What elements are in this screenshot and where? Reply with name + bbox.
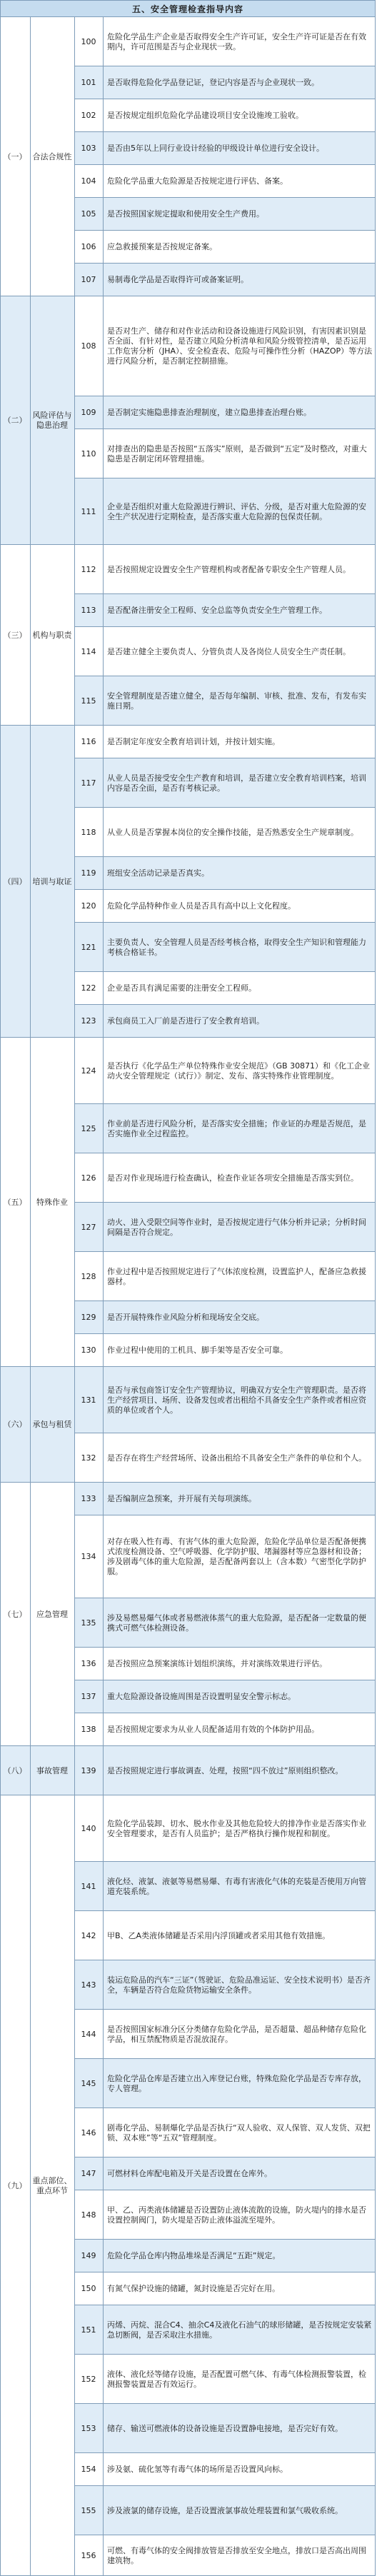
item-number: 148 xyxy=(74,2190,103,2240)
item-text: 可燃、有毒气体的安全阀排放管是否排放至安全地点，排放口是否高出周围建筑物。 xyxy=(103,2535,376,2576)
item-number: 104 xyxy=(74,165,103,198)
item-number: 101 xyxy=(74,66,103,99)
item-text: 涉及氨、硫化氢等有毒气体的场所是否设置风向标。 xyxy=(103,2453,376,2486)
item-number: 123 xyxy=(74,1005,103,1038)
item-number: 142 xyxy=(74,1911,103,1960)
item-number: 147 xyxy=(74,2157,103,2190)
category-label: 特殊作业 xyxy=(30,1038,74,1367)
item-number: 108 xyxy=(74,296,103,396)
group-label: （二） xyxy=(0,296,30,545)
item-text: 作业过程中是否按照规定进行了气体浓度检测，设置监护人，配备应急救援器材。 xyxy=(103,1252,376,1301)
item-text: 储存、输送可燃液体的设备设施是否设置静电接地，是否完好有效。 xyxy=(103,2404,376,2453)
category-label: 风险评估与隐患治理 xyxy=(30,296,74,545)
item-number: 143 xyxy=(74,1960,103,2010)
item-text: 可燃材料仓库配电箱及开关是否设置在仓库外。 xyxy=(103,2157,376,2190)
inspection-table xyxy=(0,17,377,2576)
item-number: 137 xyxy=(74,1680,103,1713)
item-text: 作业过程中使用的工机具、脚手架等是否安全可靠。 xyxy=(103,1334,376,1367)
item-text: 是否制定实施隐患排查治理制度，建立隐患排查治理台账。 xyxy=(103,396,376,429)
item-text: 是否对生产、储存和对作业活动和设备设施进行风险识别，有害因素识别是否全面、有针对性，是否建立风险分析清单和风险分级管控清单，是否运用工作危害分析（JHA）、安全检查表、危险与可操作性分析（HAZOP）等方法进行风险分析，是否制定控制措施。 xyxy=(103,296,376,396)
item-number: 106 xyxy=(74,231,103,264)
category-label: 培训与取证 xyxy=(30,726,74,1038)
item-text: 危险化学品重大危险源是否按规定进行评估、备案。 xyxy=(103,165,376,198)
item-text: 对存在吸入性有毒、有害气体的重大危险源，危险化学品单位是否配备便携式浓度检测设备、空气呼吸器、化学防护服、堵漏器材等应急器材和设备；涉及剧毒气体的重大危险源，是否配备两套以上（含本数）气密型化学防护服。 xyxy=(103,1515,376,1598)
item-text: 危险化学品装卸、切水、脱水作业及其他危险较大的排净作业是否落实作业安全管理要求，是否有人员监护；是否严格执行操作规程和制度。 xyxy=(103,1795,376,1862)
item-text: 是否按照规定进行事故调查、处理，按照“四不放过”原则组织整改。 xyxy=(103,1746,376,1795)
item-number: 100 xyxy=(74,17,103,66)
category-label: 承包与租赁 xyxy=(30,1367,74,1483)
item-text: 丙烯、丙烷、混合C4、抽余C4及液化石油气的球形储罐，是否按规定安装紧急切断阀，是否采取注水措施。 xyxy=(103,2305,376,2355)
group-label: （四） xyxy=(0,726,30,1038)
item-text: 作业前是否进行风险分析，是否落实安全措施；作业证的办理是否规范，是否实施作业全过程监控。 xyxy=(103,1104,376,1153)
item-number: 121 xyxy=(74,923,103,972)
item-text: 是否执行《化学品生产单位特殊作业安全规范》（GB 30871）和《化工企业动火安全管理规定（试行）》制定、发布、落实特殊作业管理制度。 xyxy=(103,1038,376,1104)
item-text: 企业是否组织对重大危险源进行辨识、评估、分级，是否对重大危险源的安全生产状况进行定期检查，是否落实重大危险源的包保责任制。 xyxy=(103,478,376,545)
item-number: 134 xyxy=(74,1515,103,1598)
item-number: 107 xyxy=(74,264,103,296)
item-text: 危险化学品生产企业是否取得安全生产许可证，安全生产许可证是否在有效期内，许可范围是否与企业现状一致。 xyxy=(103,17,376,66)
group-label: （八） xyxy=(0,1746,30,1795)
item-text: 安全管理制度是否建立健全，是否每年编制、审核、批准、发布，有发布实施日期。 xyxy=(103,676,376,726)
item-text: 是否建立健全主要负责人、分管负责人及各岗位人员安全生产责任制。 xyxy=(103,627,376,676)
grid-line xyxy=(0,17,1,2576)
item-text: 有氮气保护设施的储罐，氮封设施是否完好在用。 xyxy=(103,2272,376,2305)
category-label: 事故管理 xyxy=(30,1746,74,1795)
item-text: 是否配备注册安全工程师、安全总监等负责安全生产管理工作。 xyxy=(103,594,376,627)
item-text: 班组安全活动记录是否真实。 xyxy=(103,857,376,890)
item-text: 从业人员是否接受安全生产教育和培训，是否建立安全教育培训档案，培训内容是否全面，是否有考核记录。 xyxy=(103,758,376,808)
item-text: 企业是否具有满足需要的注册安全工程师。 xyxy=(103,972,376,1005)
item-number: 113 xyxy=(74,594,103,627)
item-number: 102 xyxy=(74,99,103,132)
item-number: 125 xyxy=(74,1104,103,1153)
item-number: 118 xyxy=(74,808,103,857)
item-number: 139 xyxy=(74,1746,103,1795)
category-label: 机构与职责 xyxy=(30,545,74,726)
item-number: 155 xyxy=(74,2486,103,2535)
item-text: 甲、乙、丙类液体储罐是否设置防止液体流散的设施，防火堤内的排水是否设置控制阀门，防火堤是否防止液体溢流至堤外。 xyxy=(103,2190,376,2240)
item-number: 122 xyxy=(74,972,103,1005)
item-number: 151 xyxy=(74,2305,103,2355)
item-text: 装运危险品的汽车“三证”（驾驶证、危险品准运证、安全技术说明书）是否齐全，车辆是否符合危险货物运输安全条件。 xyxy=(103,1960,376,2010)
item-number: 156 xyxy=(74,2535,103,2576)
item-text: 是否按规定组织危险化学品建设项目安全设施竣工验收。 xyxy=(103,99,376,132)
item-text: 是否按照国家规定提取和使用安全生产费用。 xyxy=(103,198,376,231)
item-number: 130 xyxy=(74,1334,103,1367)
item-text: 重大危险源设备设施周围是否设置明显安全警示标志。 xyxy=(103,1680,376,1713)
group-label: （六） xyxy=(0,1367,30,1483)
item-number: 124 xyxy=(74,1038,103,1104)
group-label: （九） xyxy=(0,1795,30,2576)
grid-line xyxy=(30,17,31,2576)
item-number: 112 xyxy=(74,545,103,594)
item-number: 109 xyxy=(74,396,103,429)
item-text: 是否按照应急预案演练计划组织演练，并对演练效果进行评估。 xyxy=(103,1648,376,1680)
item-text: 是否编制应急预案，并开展有关每项演练。 xyxy=(103,1483,376,1515)
section-title: 五、安全管理检查指导内容 xyxy=(0,0,376,17)
item-text: 易制毒化学品是否取得许可或备案证明。 xyxy=(103,264,376,296)
item-text: 应急救援预案是否按规定备案。 xyxy=(103,231,376,264)
item-number: 135 xyxy=(74,1598,103,1648)
item-text: 是否由5年以上同行业设计经验的甲级设计单位进行安全设计。 xyxy=(103,132,376,165)
group-label: （一） xyxy=(0,17,30,296)
item-number: 114 xyxy=(74,627,103,676)
item-text: 剧毒化学品、易制爆化学品是否执行“双人验收、双人保管、双人发货、双把锁、双本账”等“五双”管理制度。 xyxy=(103,2108,376,2157)
group-label: （七） xyxy=(0,1483,30,1746)
item-text: 液体、液化烃等储存设施，是否配置可燃气体、有毒气体检测报警装置，检测报警装置是否有效运行。 xyxy=(103,2355,376,2404)
item-number: 105 xyxy=(74,198,103,231)
item-text: 从业人员是否掌握本岗位的安全操作技能，是否熟悉安全生产规章制度。 xyxy=(103,808,376,857)
group-label: （五） xyxy=(0,1038,30,1367)
item-number: 132 xyxy=(74,1433,103,1483)
item-number: 136 xyxy=(74,1648,103,1680)
item-text: 动火、进入受限空间等作业时，是否按规定进行气体分析并记录；分析时间间隔是否符合规定。 xyxy=(103,1203,376,1252)
item-text: 是否取得危险化学品登记证，登记内容是否与企业现状一致。 xyxy=(103,66,376,99)
item-number: 138 xyxy=(74,1713,103,1746)
item-number: 127 xyxy=(74,1203,103,1252)
item-text: 甲B、乙A类液体储罐是否采用内浮顶罐或者采用其他有效措施。 xyxy=(103,1911,376,1960)
item-text: 是否按照国家标准分区分类储存危险化学品，是否超量、超品种储存危险化学品，相互禁配物质是否混放混存。 xyxy=(103,2010,376,2059)
category-label: 合法合规性 xyxy=(30,17,74,296)
item-text: 危险化学品仓库内物品堆垛是否满足“五距”规定。 xyxy=(103,2240,376,2272)
item-text: 是否按照规定设置安全生产管理机构或者配备专职安全生产管理人员。 xyxy=(103,545,376,594)
category-label: 应急管理 xyxy=(30,1483,74,1746)
item-number: 120 xyxy=(74,890,103,923)
item-text: 危险化学品仓库是否建立出入库登记台账，特殊危险化学品是否专库存放，专人管理。 xyxy=(103,2059,376,2108)
item-text: 承包商员工入厂前是否进行了安全教育培训。 xyxy=(103,1005,376,1038)
grid-line xyxy=(375,17,376,2576)
item-number: 150 xyxy=(74,2272,103,2305)
item-number: 126 xyxy=(74,1153,103,1203)
grid-line xyxy=(103,17,104,2576)
item-number: 145 xyxy=(74,2059,103,2108)
grid-line xyxy=(74,17,75,2576)
item-number: 128 xyxy=(74,1252,103,1301)
item-text: 涉及液氯的储存设施，是否设置液氯事故处理装置和氯气吸收系统。 xyxy=(103,2486,376,2535)
item-number: 116 xyxy=(74,726,103,758)
item-text: 是否按照规定要求为从业人员配备适用有效的个体防护用品。 xyxy=(103,1713,376,1746)
item-number: 119 xyxy=(74,857,103,890)
item-text: 是否对作业现场进行检查确认，检查作业证各项安全措施是否落实到位。 xyxy=(103,1153,376,1203)
item-number: 115 xyxy=(74,676,103,726)
item-number: 153 xyxy=(74,2404,103,2453)
item-number: 146 xyxy=(74,2108,103,2157)
group-label: （三） xyxy=(0,545,30,726)
item-number: 154 xyxy=(74,2453,103,2486)
item-number: 152 xyxy=(74,2355,103,2404)
item-text: 主要负责人、安全管理人员是否经考核合格，取得安全生产知识和管理能力考核合格证书。 xyxy=(103,923,376,972)
item-number: 144 xyxy=(74,2010,103,2059)
category-label: 重点部位、重点环节 xyxy=(30,1795,74,2576)
item-text: 是否制定年度安全教育培训计划，并按计划实施。 xyxy=(103,726,376,758)
item-text: 液化烃、液氯、液氨等易燃易爆、有毒有害液化气体的充装是否使用万向管道充装系统。 xyxy=(103,1862,376,1911)
item-number: 133 xyxy=(74,1483,103,1515)
item-number: 140 xyxy=(74,1795,103,1862)
item-text: 是否开展特殊作业风险分析和现场安全交底。 xyxy=(103,1301,376,1334)
item-number: 103 xyxy=(74,132,103,165)
item-number: 131 xyxy=(74,1367,103,1433)
item-text: 是否与承包商签订安全生产管理协议，明确双方安全生产管理职责。是否将生产经营项目、场所、设备发包或者出租给不具备安全生产条件或者相应资质的单位或者个人。 xyxy=(103,1367,376,1433)
item-number: 149 xyxy=(74,2240,103,2272)
item-number: 110 xyxy=(74,429,103,478)
item-number: 141 xyxy=(74,1862,103,1911)
item-number: 129 xyxy=(74,1301,103,1334)
item-text: 危险化学品特种作业人员是否具有高中以上文化程度。 xyxy=(103,890,376,923)
item-text: 是否存在将生产经营场所、设备出租给不具备安全生产条件的单位和个人。 xyxy=(103,1433,376,1483)
item-text: 涉及易燃易爆气体或者易燃液体蒸气的重大危险源，是否配备一定数量的便携式可燃气体检测设备。 xyxy=(103,1598,376,1648)
item-text: 对排查出的隐患是否按照“五落实”原则，是否做到“五定”及时整改，对重大隐患是否制定闭环管理措施。 xyxy=(103,429,376,478)
item-number: 117 xyxy=(74,758,103,808)
item-number: 111 xyxy=(74,478,103,545)
